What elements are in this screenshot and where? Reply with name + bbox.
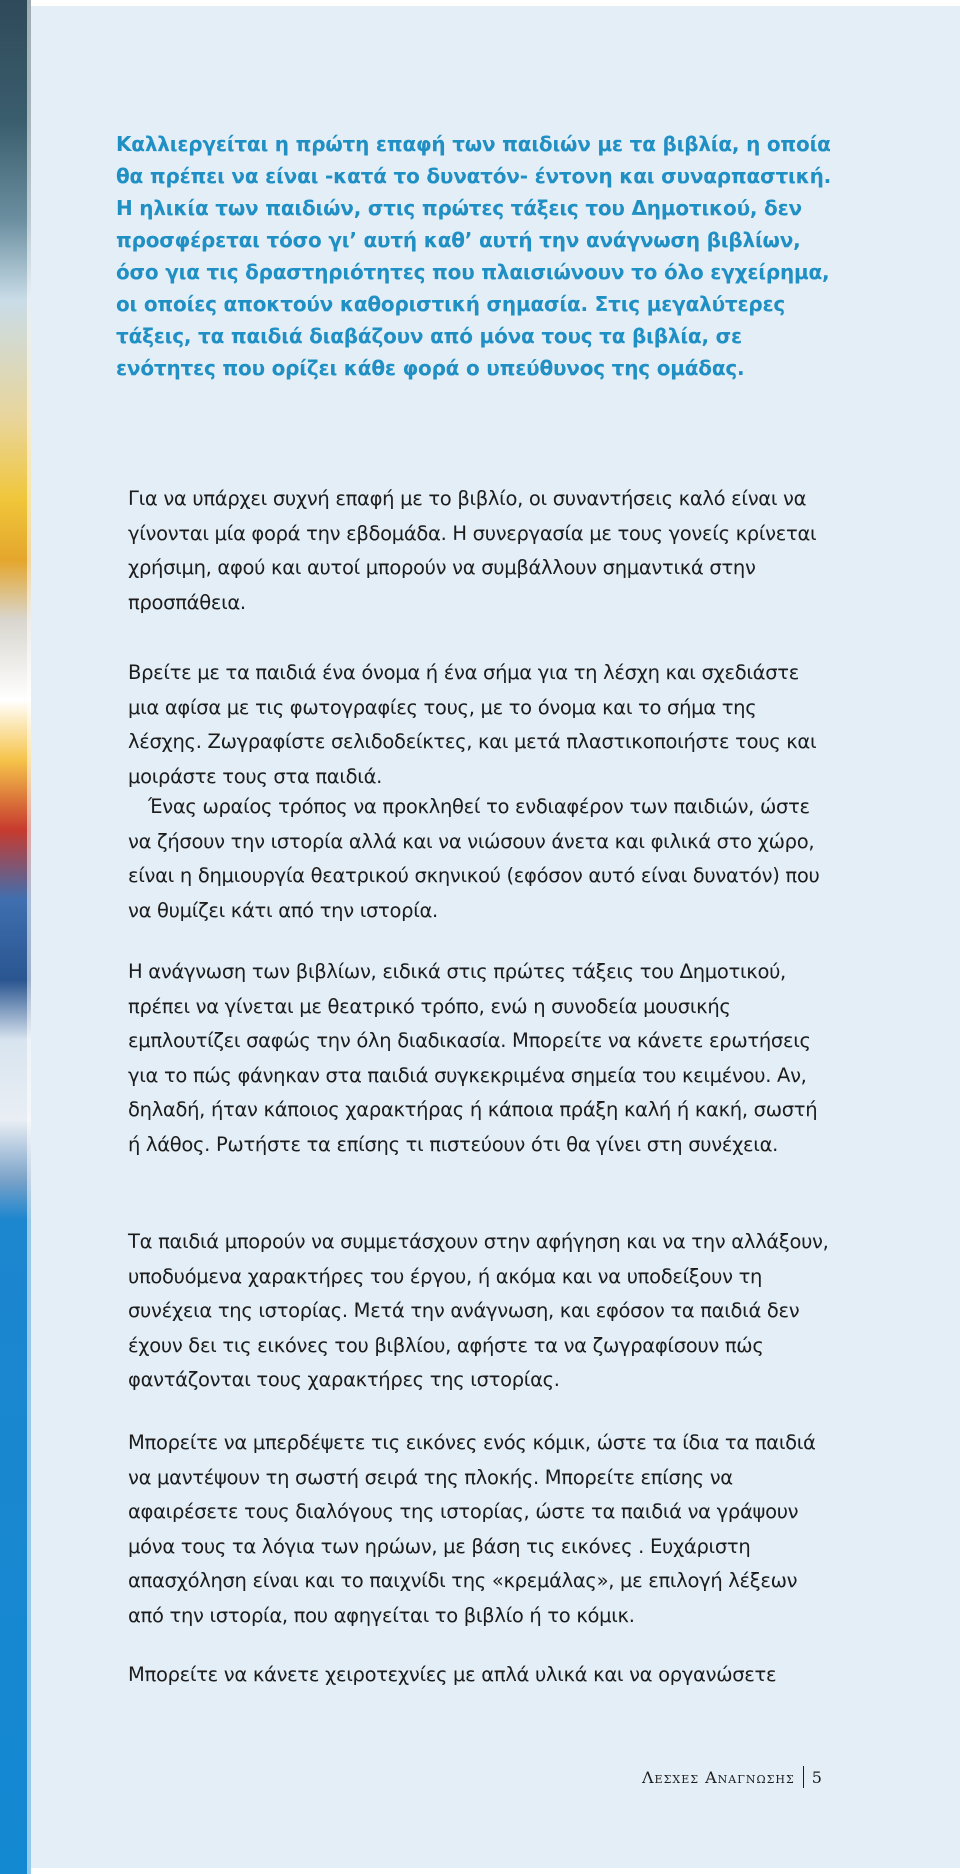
paragraph-reading: Η ανάγνωση των βιβλίων, ειδικά στις πρώτες τάξεις του Δημοτικού, πρέπει να γίνεται με θεατρικό τρόπο, ενώ η συνοδεία μουσικής εμπλουτίζει σαφώς την όλη διαδικασία. Μπορείτε να κάνετε ερωτήσεις για το πώς φάνηκαν στα παιδιά συγκεκριμένα σημεία του κειμένου. Αν, δηλαδή, ήταν κάποιος χαρακτήρας ή κάποια πράξη καλή ή κακή, σωστή ή λάθος. Ρωτήστε τα επίσης τι πιστεύουν ότι θα γίνει στη συνέχεια. [128,960,818,1156]
paragraph-theatrical-set: Ένας ωραίος τρόπος να προκληθεί το ενδιαφέρον των παιδιών, ώστε να ζήσουν την ιστορία αλλά και να νιώσουν άνετα και φιλικά στο χώρο, είναι η δημιουργία θεατρικού σκηνικού (εφόσον αυτό είναι δυνατόν) που να θυμίζει κάτι από την ιστορία. [128,795,820,922]
paragraph-crafts: Μπορείτε να κάνετε χειροτεχνίες με απλά υλικά και να οργανώσετε [128,1663,777,1686]
paragraph-club-name: Βρείτε με τα παιδιά ένα όνομα ή ένα σήμα για τη λέσχη και σχεδιάστε μια αφίσα με τις φωτογραφίες τους, με το όνομα και το σήμα της λέσχης. Ζωγραφίστε σελιδοδείκτες, και μετά πλαστικοποιήστε τους και μοιράστε τους στα παιδιά. [128,661,817,788]
lead-paragraph: Καλλιεργείται η πρώτη επαφή των παιδιών με τα βιβλία, η οποία θα πρέπει να είναι -κατά το δυνατόν- έντονη και συναρπαστική. Η ηλικία των παιδιών, στις πρώτες τάξεις του Δημοτικού, δεν προσφέρεται τόσο γι’ αυτή καθ’ αυτή την ανάγνωση βιβλίων, όσο για τις δραστηριότητες που πλαισιώνουν το όλο εγχείρημα, οι οποίες αποκτούν καθοριστική σημασία. Στις μεγαλύτερες τάξεις, τα παιδιά διαβάζουν από μόνα τους τα βιβλία, σε ενότητες που ορίζει κάθε φορά ο υπεύθυνος της ομάδας. [116,132,832,380]
running-title: Λεσχες Αναγνωσης [642,1767,795,1787]
paragraph-comic-games: Μπορείτε να μπερδέψετε τις εικόνες ενός κόμικ, ώστε τα ίδια τα παιδιά να μαντέψουν τη σωστή σειρά της πλοκής. Μπορείτε επίσης να αφαιρέσετε τους διαλόγους της ιστορίας, ώστε τα παιδιά να γράψουν μόνα τους τα λόγια των ηρώων, με βάση τις εικόνες . Ευχάριστη απασχόληση είναι και το παιχνίδι της «κρεμάλας», με επιλογή λέξεων από την ιστορία, που αφηγείται το βιβλίο ή το κόμικ. [128,1431,816,1627]
page-footer [642,1763,823,1791]
footer-separator [803,1766,804,1788]
paragraph-weekly-meetings: Για να υπάρχει συχνή επαφή με το βιβλίο, οι συναντήσεις καλό είναι να γίνονται μία φορά την εβδομάδα. Η συνεργασία με τους γονείς κρίνεται χρήσιμη, αφού και αυτοί μπορούν να συμβάλλουν σημαντικά στην προσπάθεια. [128,487,817,614]
paragraph-participation: Τα παιδιά μπορούν να συμμετάσχουν στην αφήγηση και να την αλλάξουν, υποδυόμενα χαρακτήρες του έργου, ή ακόμα και να υποδείξουν τη συνέχεια της ιστορίας. Μετά την ανάγνωση, και εφόσον τα παιδιά δεν έχουν δει τις εικόνες του βιβλίου, αφήστε τα να ζωγραφίσουν πώς φαντάζονται τους χαρακτήρες της ιστορίας. [128,1230,829,1391]
page-number: 5 [811,1767,823,1787]
